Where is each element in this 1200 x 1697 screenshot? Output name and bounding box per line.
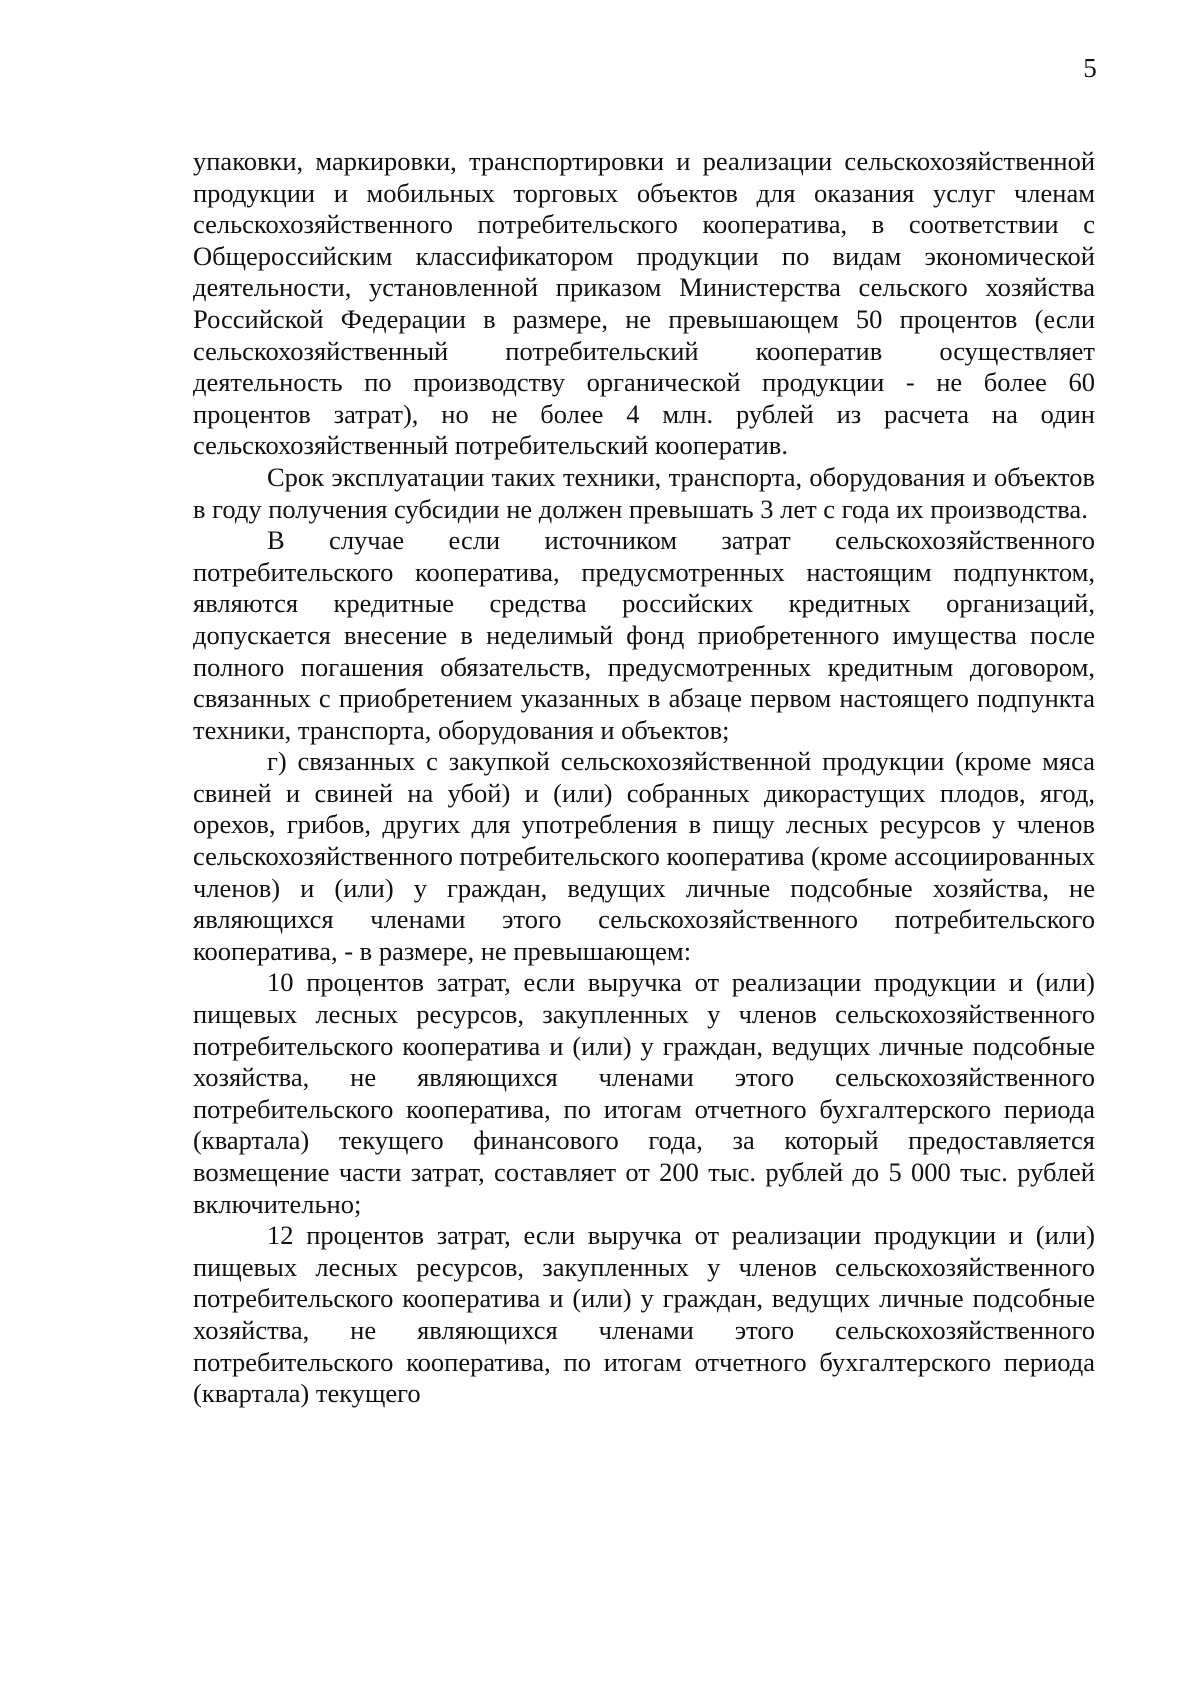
paragraph-5: 10 процентов затрат, если выручка от реализации продукции и (или) пищевых лесных ресурсов, закупленных у членов сельскохозяйственного потребительского кооператива и (или) у граждан, ведущих личные подсобные хозяйства, не являющихся членами этого сельскохозяйственного потребительского кооператива, по итогам отчетного бухгалтерского периода (квартала) текущего финансового года, за который предоставляется возмещение части затрат, составляет от 200 тыс. рублей до 5 000 тыс. рублей включительно; xyxy=(193,967,1095,1219)
paragraph-4: г) связанных с закупкой сельскохозяйственной продукции (кроме мяса свиней и свиней на убой) и (или) собранных дикорастущих плодов, ягод, орехов, грибов, других для употребления в пищу лесных ресурсов у членов сельскохозяйственного потребительского кооператива (кроме ассоциированных членов) и (или) у граждан, ведущих личные подсобные хозяйства, не являющихся членами этого сельскохозяйственного потребительского кооператива, - в размере, не превышающем: xyxy=(193,746,1095,966)
paragraph-6: 12 процентов затрат, если выручка от реализации продукции и (или) пищевых лесных ресурсов, закупленных у членов сельскохозяйственного потребительского кооператива и (или) у граждан, ведущих личные подсобные хозяйства, не являющихся членами этого сельскохозяйственного потребительского кооператива, по итогам отчетного бухгалтерского периода (квартала) текущего xyxy=(193,1220,1095,1409)
paragraph-3: В случае если источником затрат сельскохозяйственного потребительского кооператива, предусмотренных настоящим подпунктом, являются кредитные средства российских кредитных организаций, допускается внесение в неделимый фонд приобретенного имущества после полного погашения обязательств, предусмотренных кредитным договором, связанных с приобретением указанных в абзаце первом настоящего подпункта техники, транспорта, оборудования и объектов; xyxy=(193,525,1095,745)
paragraph-1: упаковки, маркировки, транспортировки и реализации сельскохозяйственной продукции и мобильных торговых объектов для оказания услуг членам сельскохозяйственного потребительского кооператива, в соответствии с Общероссийским классификатором продукции по видам экономической деятельности, установленной приказом Министерства сельского хозяйства Российской Федерации в размере, не превышающем 50 процентов (если сельскохозяйственный потребительский кооператив осуществляет деятельность по производству органической продукции - не более 60 процентов затрат), но не более 4 млн. рублей из расчета на один сельскохозяйственный потребительский кооператив. xyxy=(193,146,1095,461)
page-number: 5 xyxy=(1083,53,1097,83)
document-body xyxy=(193,146,1095,1410)
paragraph-2: Срок эксплуатации таких техники, транспорта, оборудования и объектов в году получения субсидии не должен превышать 3 лет с года их производства. xyxy=(193,461,1095,524)
